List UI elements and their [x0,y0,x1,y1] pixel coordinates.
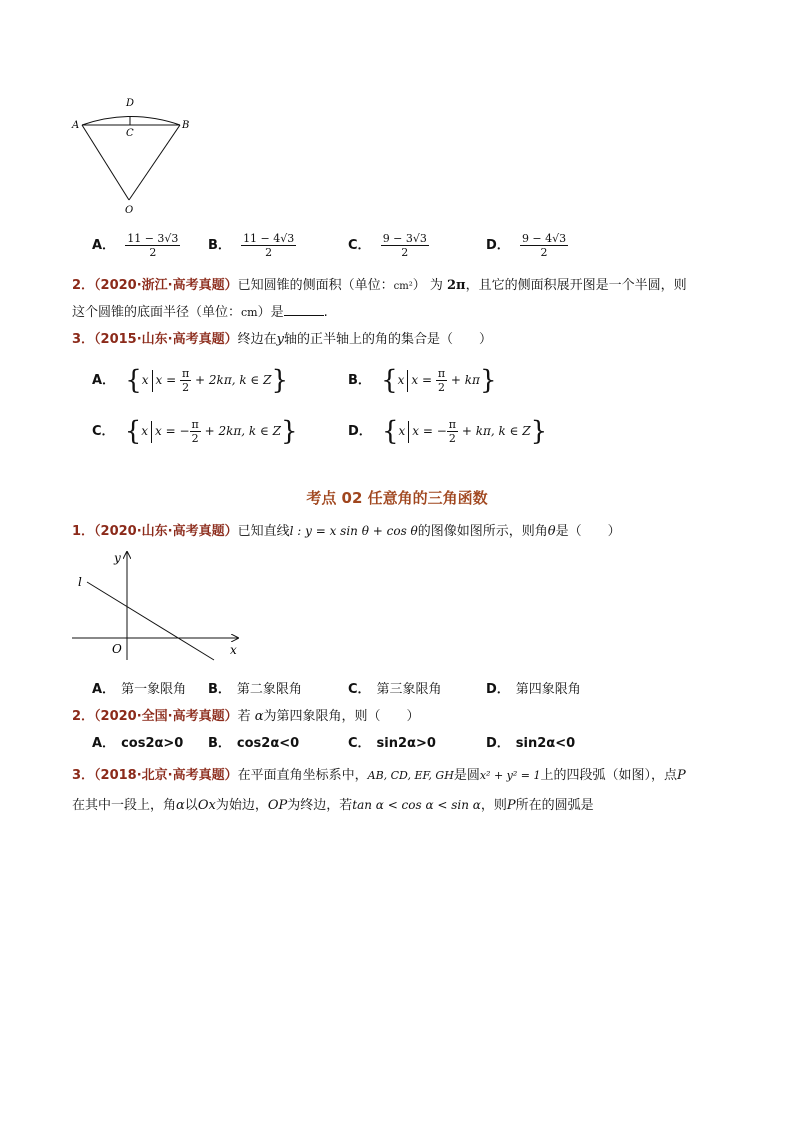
s2q1-option-a[interactable]: A． 第一象限角 [92,682,187,697]
q3-option-d[interactable]: D． {x x = − $\frac{\pi}{2}$ + kπ, k ∈ Z} [348,416,548,447]
q1-option-b[interactable]: B． $\frac{11 - 4√3}{2}$ [208,232,295,259]
label-O: O [125,205,134,216]
line-l [87,582,214,660]
graph-x-label: x [230,643,237,657]
q2-line-1: 2．（2020·浙江·高考真题）已知圆锥的侧面积（单位：cm²） 为 2π，且它的侧面积展开图是一个半圆，则 [72,278,687,293]
s2q3-line-2: 在其中一段上，角α以Ox为始边，OP为终边，若tan α < cos α < sin α，则P所在的圆弧是 [72,798,594,813]
radius-OA [82,125,129,200]
q1-option-d[interactable]: D． $\frac{9 - 4√3}{2}$ [486,232,567,259]
section-title: 考点 02 任意角的三角函数 [306,489,488,507]
s2q2-option-d[interactable]: D． sin2α<0 [486,736,576,751]
q3-option-a[interactable]: A． {x x = $\frac{\pi}{2}$ + 2kπ, k ∈ Z} [92,365,289,396]
q3-stem: 3．（2015·山东·高考真题）终边在y轴的正半轴上的角的集合是（ ） [72,332,492,347]
graph-y-label: y [114,551,121,565]
q1-option-c[interactable]: C． $\frac{9 - 3√3}{2}$ [348,232,427,259]
q3-option-c[interactable]: C． {x x = − $\frac{\pi}{2}$ + 2kπ, k ∈ Z} [92,416,298,447]
s2q2-stem: 2．（2020·全国·高考真题）若 α为第四象限角，则（ ） [72,709,420,724]
s2q2-option-b[interactable]: B． cos2α<0 [208,736,300,751]
answer-blank[interactable] [284,303,324,316]
line-graph [70,548,250,668]
q1-option-a[interactable]: A． $\frac{11 - 3√3}{2}$ [92,232,179,259]
label-B: B [182,120,190,131]
s2q1-option-c[interactable]: C． 第三象限角 [348,682,442,697]
s2q1-option-d[interactable]: D． 第四象限角 [486,682,581,697]
s2q1-option-b[interactable]: B． 第二象限角 [208,682,302,697]
s2q2-option-a[interactable]: A． cos2α>0 [92,736,184,751]
s2q3-line-1: 3．（2018·北京·高考真题）在平面直角坐标系中，AB, CD, EF, GH是圆x² + y² = 1上的四段弧（如图），点P [72,768,686,783]
label-A: A [72,120,80,131]
graph-line-label: l [78,575,82,589]
q3-option-b[interactable]: B． {x x = $\frac{\pi}{2}$ + kπ} [348,365,497,396]
label-D: D [126,98,135,109]
s2q2-option-c[interactable]: C． sin2α>0 [348,736,436,751]
sector-figure [66,94,196,218]
radius-OB [129,125,180,200]
q2-line-2: 这个圆锥的底面半径（单位：cm）是 . [72,305,328,320]
s2q1-stem: 1．（2020·山东·高考真题）已知直线l : y = x sin θ + cos θ的图像如图所示，则角θ是（ ） [72,524,621,539]
graph-origin-label: O [112,642,122,656]
arc-ADB [82,117,180,126]
label-C: C [126,128,134,139]
